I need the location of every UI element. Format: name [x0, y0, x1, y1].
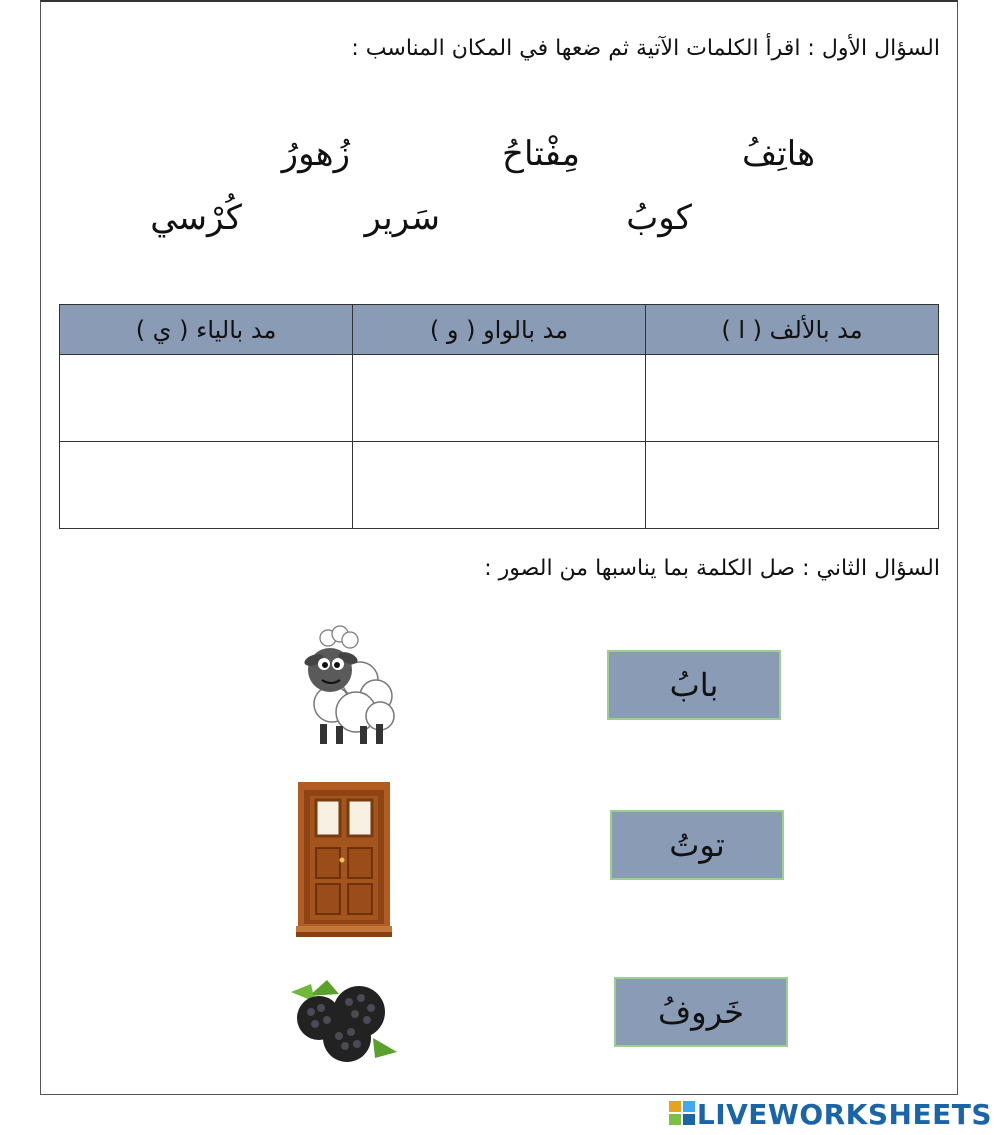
word-item[interactable]: كُرْسي — [150, 198, 242, 238]
sorting-table — [59, 304, 939, 529]
match-word: خَروفُ — [657, 993, 745, 1031]
drop-cell[interactable] — [60, 442, 353, 529]
word-item[interactable]: سَرير — [364, 198, 440, 238]
liveworksheets-logo[interactable] — [669, 1098, 992, 1130]
question-1-title: السؤال الأول : اقرأ الكلمات الآتية ثم ضعها في المكان المناسب : — [351, 36, 940, 61]
column-header-ya: مد بالياء ( ي ) — [60, 305, 353, 355]
drop-cell[interactable] — [353, 442, 646, 529]
match-word: توتُ — [669, 826, 725, 864]
match-word-box[interactable] — [607, 650, 781, 720]
door-image[interactable] — [296, 782, 392, 938]
drop-cell[interactable] — [353, 355, 646, 442]
match-word-box[interactable] — [610, 810, 784, 880]
word-item[interactable]: هاتِفُ — [742, 134, 815, 174]
liveworksheets-icon — [669, 1101, 697, 1127]
drop-cell[interactable] — [646, 442, 939, 529]
drop-cell[interactable] — [646, 355, 939, 442]
worksheet-frame — [40, 0, 958, 1095]
column-header-alif: مد بالألف ( ا ) — [646, 305, 939, 355]
sheep-image[interactable] — [298, 624, 398, 748]
blackberries-image[interactable] — [289, 978, 399, 1064]
column-header-waw: مد بالواو ( و ) — [353, 305, 646, 355]
drop-cell[interactable] — [60, 355, 353, 442]
word-item[interactable]: زُهورُ — [281, 134, 350, 174]
word-item[interactable]: كوبُ — [626, 198, 692, 238]
match-word-box[interactable] — [614, 977, 788, 1047]
word-item[interactable]: مِفْتاحُ — [502, 134, 580, 174]
question-2-title: السؤال الثاني : صل الكلمة بما يناسبها من الصور : — [484, 556, 940, 581]
brand-name: LIVEWORKSHEETS — [696, 1097, 992, 1131]
match-word: بابُ — [669, 666, 719, 704]
